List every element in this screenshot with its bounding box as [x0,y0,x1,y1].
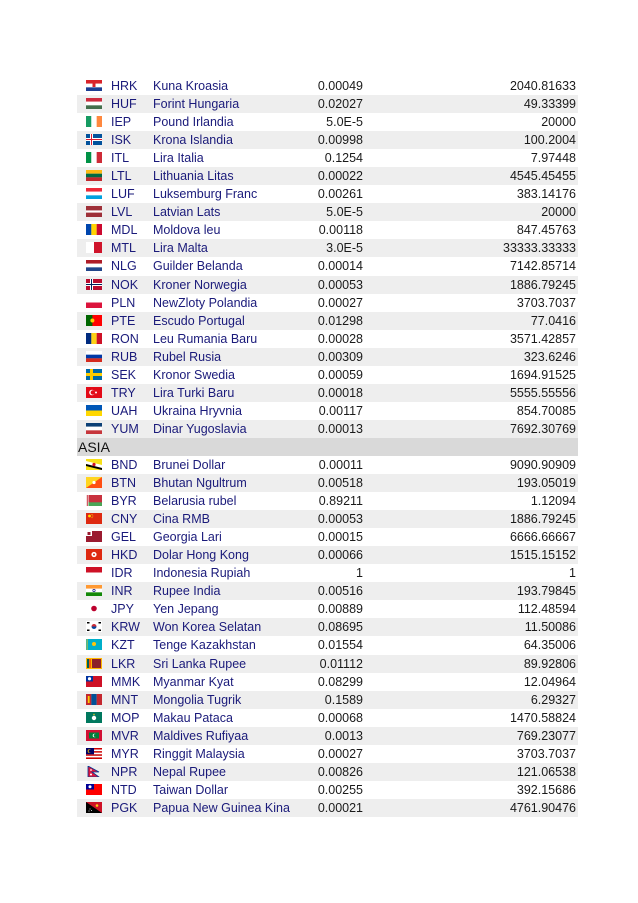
currency-code: YUM [111,421,139,436]
exchange-rate: 0.00118 [318,223,363,238]
currency-code: HRK [111,79,138,93]
currency-code: PLN [111,295,136,310]
currency-code: KRW [111,620,140,635]
exchange-rate: 0.00068 [317,710,363,725]
exchange-rate: 0.01298 [317,313,363,328]
exchange-rate: 0.02027 [317,97,363,112]
currency-code: LTL [111,169,132,184]
malta-flag-icon [86,242,102,253]
currency-name: Papua New Guinea Kina [153,800,290,815]
currency-code: PGK [111,800,138,815]
exchange-rate: 5.0E-5 [326,115,363,130]
table-row [77,348,578,366]
inverse-rate: 383.14176 [516,187,576,202]
table-row [77,528,578,546]
currency-code: LVL [111,205,133,220]
inverse-rate: 1 [569,566,576,581]
table-row [77,492,578,510]
table-row [77,276,578,294]
currency-name: Latvian Lats [153,205,221,220]
currency-name: Makau Pataca [153,710,233,725]
table-row [77,149,578,167]
currency-name: Myanmar Kyat [153,674,234,689]
table-row [77,239,578,257]
exchange-rate: 0.00021 [317,800,363,815]
table-row [77,420,578,438]
exchange-rate: 0.00053 [317,512,363,527]
inverse-rate: 33333.33333 [503,241,576,256]
table-row [77,456,578,474]
inverse-rate: 112.48594 [517,602,576,617]
inverse-rate: 4761.90476 [509,800,576,815]
exchange-rate: 0.00261 [317,187,363,202]
currency-name: Lira Malta [153,241,208,256]
table-row [77,636,578,654]
italy-flag-icon [86,152,102,163]
table-row [77,474,578,492]
exchange-rate: 0.00053 [317,277,363,292]
table-row [77,167,578,185]
table-row [77,131,578,149]
currency-code: SEK [111,367,137,382]
currency-name: Taiwan Dollar [153,782,229,797]
romania-flag-icon [86,333,102,344]
inverse-rate: 77.0416 [530,313,576,328]
table-row [77,221,578,239]
hong-kong-flag-icon [86,549,102,560]
currency-name: Belarusia rubel [153,494,237,509]
table-row [77,185,578,203]
currency-code: PTE [111,313,136,328]
latvia-flag-icon [86,206,102,217]
papua-new-guinea-flag-icon [86,802,102,813]
currency-name: Indonesia Rupiah [153,566,251,581]
table-row [77,763,578,781]
exchange-rate: 0.00027 [317,746,363,761]
exchange-rate: 0.00518 [317,476,363,491]
myanmar-flag-icon [86,676,102,687]
exchange-rate: 0.00889 [317,602,363,617]
table-row [77,95,578,113]
poland-flag-icon [86,297,102,308]
inverse-rate: 121.06538 [516,764,576,779]
currency-code: MNT [111,692,139,707]
currency-code: HKD [111,548,138,563]
yugoslavia-flag-icon [86,423,102,434]
exchange-rate: 0.00013 [317,421,363,436]
inverse-rate: 6.29327 [530,692,576,707]
inverse-rate: 323.6246 [523,349,576,364]
georgia-flag-icon [86,531,102,542]
currency-name: Georgia Lari [153,530,222,545]
exchange-rate: 0.00309 [317,349,363,364]
currency-name: Dinar Yugoslavia [153,421,247,436]
inverse-rate: 12.04964 [523,674,576,689]
currency-name: Luksemburg Franc [153,187,258,202]
netherlands-flag-icon [86,260,102,271]
china-flag-icon [86,513,102,524]
belarus-flag-icon [86,495,102,506]
inverse-rate: 847.45763 [516,223,576,238]
table-row [77,312,578,330]
inverse-rate: 20000 [541,115,576,130]
currency-name: Escudo Portugal [153,313,245,328]
currency-name: Sri Lanka Rupee [153,656,247,671]
currency-name: Yen Jepang [153,602,219,617]
luxembourg-flag-icon [86,188,102,199]
exchange-rate: 0.01554 [317,638,363,653]
exchange-rate: 0.00014 [317,259,363,274]
inverse-rate: 1515.15152 [509,548,576,563]
exchange-rate: 0.00027 [317,295,363,310]
table-row [77,294,578,312]
inverse-rate: 89.92806 [523,656,576,671]
currency-code: BND [111,457,138,472]
table-row [77,691,578,709]
currency-code: MTL [111,241,136,256]
exchange-rate: 0.00015 [317,530,363,545]
table-row [77,582,578,600]
currency-name: Won Korea Selatan [153,620,262,635]
inverse-rate: 1886.79245 [509,277,576,292]
currency-name: Maldives Rufiyaa [153,728,249,743]
currency-name: Forint Hungaria [153,97,240,112]
inverse-rate: 1886.79245 [509,512,576,527]
region-label: ASIA [78,438,110,455]
taiwan-flag-icon [86,784,102,795]
table-row [77,655,578,673]
exchange-rate: 0.00516 [317,584,363,599]
currency-name: Moldova leu [153,223,221,238]
currency-code: RON [111,331,139,346]
table-row [77,402,578,420]
inverse-rate: 392.15686 [516,782,576,797]
currency-name: Leu Rumania Baru [153,331,258,346]
exchange-rate: 0.00826 [317,764,363,779]
table-row [77,77,578,95]
exchange-rate: 1 [356,566,363,581]
inverse-rate: 20000 [541,205,576,220]
currency-code: UAH [111,403,138,418]
currency-code: KZT [111,638,135,653]
exchange-rate: 0.00117 [318,403,363,418]
inverse-rate: 64.35006 [523,638,576,653]
currency-code: CNY [111,512,138,527]
bhutan-flag-icon [86,477,102,488]
table-row [77,600,578,618]
currency-name: Kroner Norwegia [153,277,247,292]
currency-name: Dolar Hong Kong [153,548,249,563]
inverse-rate: 3571.42857 [509,331,576,346]
currency-code: TRY [111,385,136,400]
currency-name: Mongolia Tugrik [153,692,242,707]
inverse-rate: 193.05019 [516,476,576,491]
exchange-rate: 0.00066 [317,548,363,563]
ireland-flag-icon [86,116,102,127]
currency-name: Ukraina Hryvnia [153,403,242,418]
inverse-rate: 1.12094 [530,494,576,509]
exchange-rate: 0.08299 [317,674,363,689]
currency-name: Kuna Kroasia [153,79,229,93]
currency-name: Bhutan Ngultrum [153,476,247,491]
currency-name: NewZloty Polandia [153,295,258,310]
currency-table [77,77,578,817]
exchange-rate: 3.0E-5 [326,241,363,256]
ukraine-flag-icon [86,405,102,416]
exchange-rate: 0.0013 [324,728,363,743]
currency-name: Cina RMB [153,512,210,527]
japan-flag-icon [86,603,102,614]
exchange-rate: 5.0E-5 [326,205,363,220]
currency-code: MYR [111,746,139,761]
table-row [77,366,578,384]
currency-code: MMK [111,674,141,689]
currency-name: Rupee India [153,584,221,599]
indonesia-flag-icon [86,567,102,578]
table-row [77,709,578,727]
portugal-flag-icon [86,315,102,326]
table-row [77,799,578,817]
macau-flag-icon [86,712,102,723]
currency-name: Kronor Swedia [153,367,235,382]
inverse-rate: 854.70085 [516,403,576,418]
malaysia-flag-icon [86,748,102,759]
inverse-rate: 7.97448 [530,151,576,166]
exchange-rate: 0.01112 [319,656,363,671]
exchange-rate: 0.08695 [317,620,363,635]
norway-flag-icon [86,279,102,290]
currency-code: IDR [111,566,133,581]
india-flag-icon [86,585,102,596]
table-row [77,727,578,745]
currency-code: MVR [111,728,139,743]
currency-name: Pound Irlandia [153,115,234,130]
exchange-rate: 0.00028 [317,331,363,346]
inverse-rate: 3703.7037 [516,746,576,761]
turkey-flag-icon [86,387,102,398]
table-row [77,781,578,799]
table-row [77,618,578,636]
currency-code: NTD [111,782,137,797]
exchange-rate: 0.00059 [317,367,363,382]
currency-name: Lira Turki Baru [153,385,235,400]
currency-code: LUF [111,187,135,202]
currency-code: ISK [111,133,132,148]
currency-code: ITL [111,151,130,166]
inverse-rate: 100.2004 [523,133,576,148]
inverse-rate: 6666.66667 [509,530,576,545]
currency-name: Lira Italia [153,151,204,166]
currency-name: Guilder Belanda [153,259,243,274]
currency-code: GEL [111,530,137,545]
table-row [77,330,578,348]
mongolia-flag-icon [86,694,102,705]
europe-section [77,77,578,438]
table-row [77,203,578,221]
currency-name: Rubel Rusia [153,349,222,364]
currency-name: Ringgit Malaysia [153,746,245,761]
inverse-rate: 9090.90909 [509,457,576,472]
exchange-rate: 0.00011 [318,457,363,472]
currency-code: HUF [111,97,137,112]
currency-name: Nepal Rupee [153,764,226,779]
nepal-flag-icon [86,766,102,777]
inverse-rate: 769.23077 [516,728,576,743]
currency-code: INR [111,584,133,599]
maldives-flag-icon [86,730,102,741]
inverse-rate: 7142.85714 [509,259,576,274]
region-header-asia [77,438,578,456]
sri-lanka-flag-icon [86,658,102,669]
currency-name: Lithuania Litas [153,169,234,184]
inverse-rate: 5555.55556 [509,385,576,400]
hungary-flag-icon [86,98,102,109]
inverse-rate: 11.50086 [524,620,576,635]
brunei-flag-icon [86,459,102,470]
moldova-flag-icon [86,224,102,235]
currency-name: Tenge Kazakhstan [153,638,256,653]
currency-code: NPR [111,764,138,779]
table-row [77,673,578,691]
currency-code: MOP [111,710,140,725]
currency-code: NOK [111,277,139,292]
inverse-rate: 7692.30769 [509,421,576,436]
inverse-rate: 4545.45455 [509,169,576,184]
exchange-rate: 0.00998 [317,133,363,148]
iceland-flag-icon [86,134,102,145]
inverse-rate: 3703.7037 [516,295,576,310]
table-row [77,510,578,528]
inverse-rate: 49.33399 [523,97,576,112]
exchange-rate: 0.00049 [317,79,363,93]
south-korea-flag-icon [86,621,102,632]
exchange-rate: 0.1589 [324,692,363,707]
currency-code: MDL [111,223,138,238]
kazakhstan-flag-icon [86,639,102,650]
inverse-rate: 1694.91525 [509,367,576,382]
exchange-rate: 0.00018 [317,385,363,400]
currency-code: LKR [111,656,136,671]
croatia-flag-icon [86,80,102,91]
currency-code: NLG [111,259,137,274]
currency-code: BYR [111,494,137,509]
exchange-rate: 0.89211 [318,494,363,509]
table-row [77,564,578,582]
inverse-rate: 2040.81633 [509,79,576,93]
sweden-flag-icon [86,369,102,380]
currency-name: Brunei Dollar [153,457,226,472]
currency-name: Krona Islandia [153,133,233,148]
table-row [77,113,578,131]
currency-code: JPY [111,602,134,617]
inverse-rate: 1470.58824 [509,710,576,725]
inverse-rate: 193.79845 [516,584,576,599]
table-row [77,546,578,564]
table-row [77,384,578,402]
table-row [77,745,578,763]
exchange-rate: 0.00255 [317,782,363,797]
russia-flag-icon [86,351,102,362]
asia-section [77,456,578,817]
currency-code: IEP [111,115,132,130]
table-row [77,257,578,275]
currency-code: BTN [111,476,136,491]
currency-code: RUB [111,349,138,364]
exchange-rate: 0.00022 [317,169,363,184]
exchange-rate: 0.1254 [324,151,363,166]
lithuania-flag-icon [86,170,102,181]
